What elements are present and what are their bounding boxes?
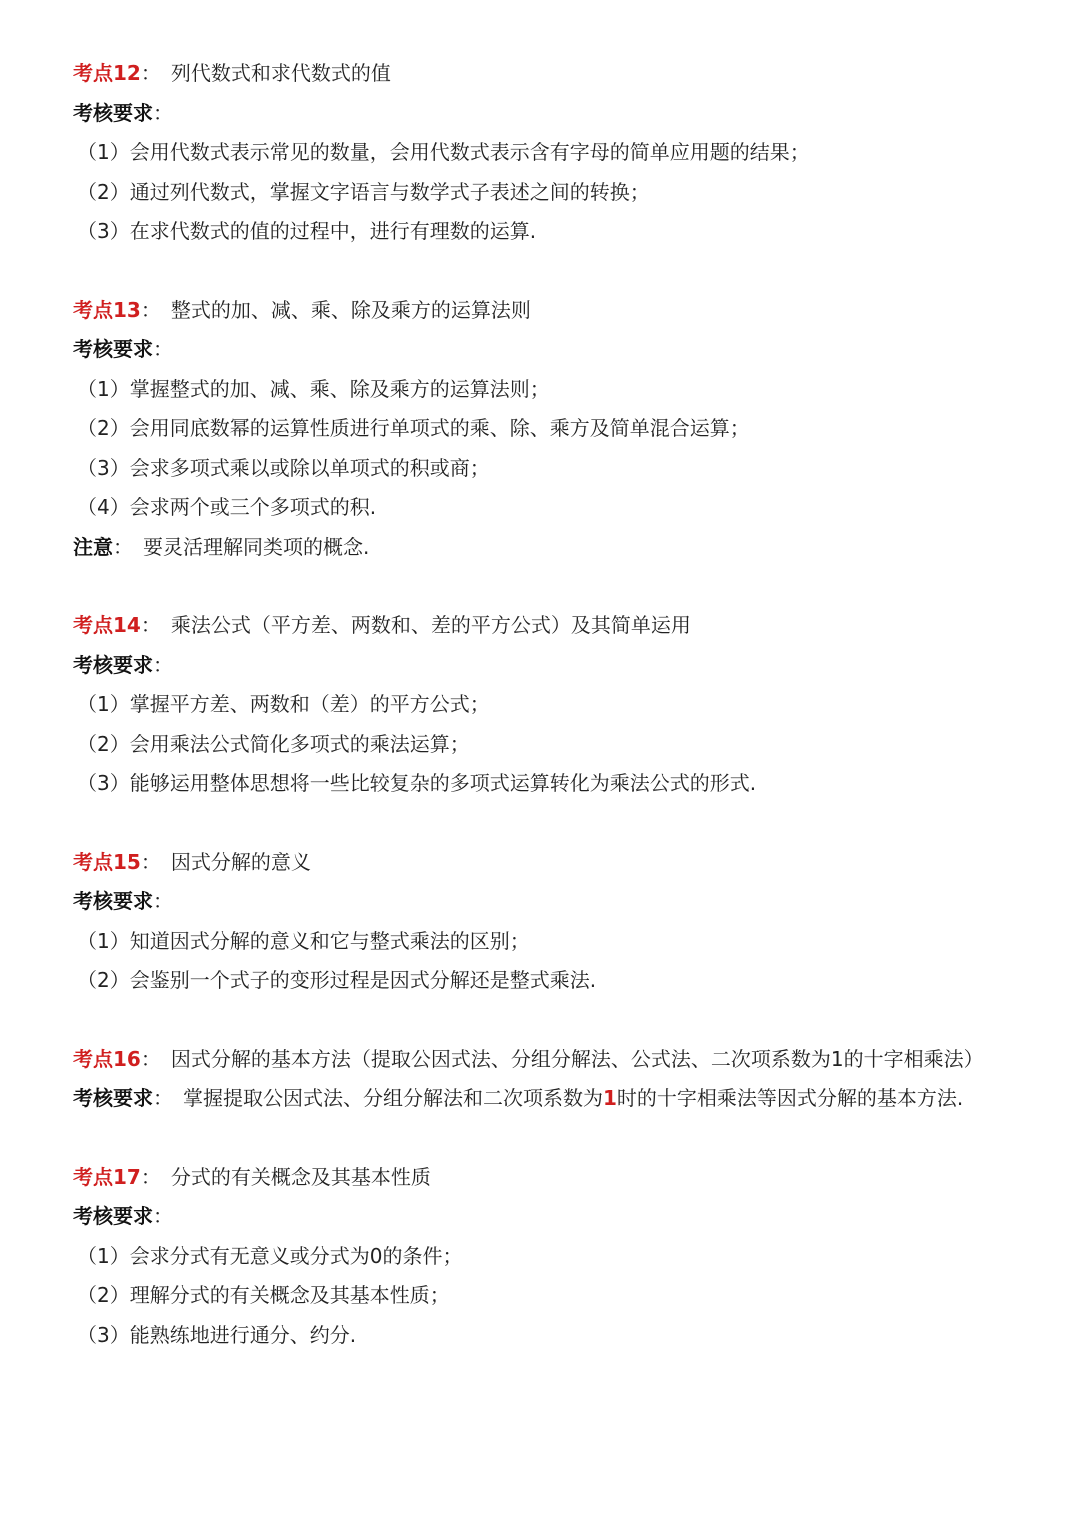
note-line: [73, 528, 1008, 568]
list-item: （2）会鉴别一个式子的变形过程是因式分解还是整式乘法.: [77, 968, 597, 992]
requirement-label: 考核要求: [73, 1204, 153, 1228]
requirement-label: 考核要求: [73, 100, 153, 125]
heading-topic: 因式分解的意义: [170, 849, 311, 874]
list-item: （2）理解分式的有关概念及其基本性质；: [77, 1283, 450, 1307]
list-item: （1）知道因式分解的意义和它与整式乘法的区别；: [77, 928, 530, 953]
requirement-label-line: [73, 1197, 1008, 1237]
requirement-label: 考核要求: [73, 889, 153, 913]
colon: ：: [153, 1086, 173, 1110]
section-kaodian-15: [73, 843, 1008, 1001]
section-heading: [73, 1040, 1008, 1080]
colon: ：: [113, 534, 133, 559]
list-item: （2）会用乘法公式简化多项式的乘法运算；: [77, 731, 470, 756]
list-item: （3）能够运用整体思想将一些比较复杂的多项式运算转化为乘法公式的形式.: [77, 771, 757, 795]
section-kaodian-16: [73, 1040, 1008, 1119]
heading-topic: 列代数式和求代数式的值: [170, 61, 391, 85]
heading-number: 考点13: [73, 297, 141, 322]
list-item: （1）会求分式有无意义或分式为0的条件；: [77, 1243, 463, 1268]
section-heading: [73, 54, 1008, 94]
section-kaodian-13: [73, 291, 1008, 568]
list-item: （4）会求两个或三个多项式的积.: [77, 495, 377, 519]
requirement-text-before: 掌握提取公因式法、分组分解法和二次项系数为: [183, 1086, 603, 1110]
list-item: （3）能熟练地进行通分、约分.: [77, 1322, 357, 1347]
list-item: （1）会用代数式表示常见的数量，会用代数式表示含有字母的简单应用题的结果；: [77, 140, 810, 164]
requirement-line: [73, 1079, 1008, 1119]
list-item: （1）掌握平方差、两数和（差）的平方公式；: [77, 692, 490, 716]
heading-number: 考点14: [73, 613, 141, 637]
requirement-label-line: [73, 882, 1008, 922]
requirement-label: 考核要求: [73, 337, 153, 361]
colon: ：: [153, 1204, 173, 1228]
list-item: （1）掌握整式的加、减、乘、除及乘方的运算法则；: [77, 376, 550, 401]
colon: ：: [140, 297, 161, 322]
heading-number: 考点16: [73, 1046, 141, 1071]
heading-topic: 整式的加、减、乘、除及乘方的运算法则: [170, 297, 531, 322]
section-heading: [73, 1158, 1008, 1198]
requirement-label-line: [73, 94, 1008, 134]
requirement-label: 考核要求: [73, 1086, 153, 1110]
heading-number: 考点15: [73, 849, 141, 874]
requirement-label: 考核要求: [73, 652, 153, 677]
heading-number: 考点17: [73, 1164, 141, 1189]
note-text: 要灵活理解同类项的概念.: [143, 534, 370, 559]
colon: ：: [153, 337, 173, 361]
list-item: （3）在求代数式的值的过程中，进行有理数的运算.: [77, 219, 537, 243]
heading-topic: 因式分解的基本方法（提取公因式法、分组分解法、公式法、二次项系数为1的十字相乘法）: [170, 1046, 984, 1071]
section-kaodian-14: [73, 606, 1008, 804]
heading-topic: 乘法公式（平方差、两数和、差的平方公式）及其简单运用: [170, 613, 691, 637]
colon: ：: [140, 849, 161, 874]
colon: ：: [140, 1164, 161, 1189]
section-kaodian-17: [73, 1158, 1008, 1356]
heading-number: 考点12: [73, 61, 141, 85]
note-label: 注意: [73, 534, 113, 559]
section-heading: [73, 606, 1008, 646]
colon: ：: [153, 889, 173, 913]
list-item: （3）会求多项式乘以或除以单项式的积或商；: [77, 455, 490, 480]
list-item: （2）通过列代数式，掌握文字语言与数学式子表述之间的转换；: [77, 179, 650, 204]
colon: ：: [140, 61, 161, 85]
heading-topic: 分式的有关概念及其基本性质: [170, 1164, 431, 1189]
list-item: （2）会用同底数幂的运算性质进行单项式的乘、除、乘方及简单混合运算；: [77, 416, 750, 440]
colon: ：: [153, 100, 173, 125]
section-heading: [73, 843, 1008, 883]
requirement-highlight: 1: [603, 1086, 617, 1110]
colon: ：: [153, 652, 173, 677]
requirement-label-line: [73, 646, 1008, 686]
requirement-label-line: [73, 330, 1008, 370]
requirement-text-after: 时的十字相乘法等因式分解的基本方法.: [616, 1086, 964, 1110]
colon: ：: [140, 613, 161, 637]
colon: ：: [140, 1046, 161, 1071]
section-kaodian-12: [73, 54, 1008, 252]
section-heading: [73, 291, 1008, 331]
